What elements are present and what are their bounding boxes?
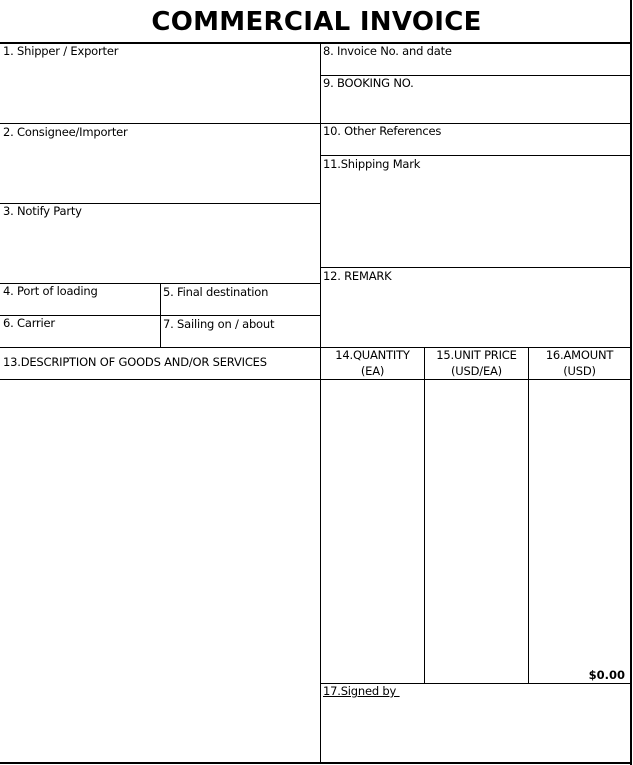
remark-label: 12. REMARK bbox=[323, 269, 392, 283]
other-references-label: 10. Other References bbox=[323, 124, 442, 138]
shipper-exporter-field[interactable] bbox=[0, 43, 320, 123]
sailing-on-about-label: 7. Sailing on / about bbox=[163, 317, 275, 331]
goods-table-header-unit-price bbox=[425, 348, 528, 379]
booking-no-field[interactable] bbox=[321, 76, 630, 123]
unit-price-header-label: 15.UNIT PRICE bbox=[436, 348, 517, 362]
carrier-label: 6. Carrier bbox=[3, 316, 55, 330]
invoice-no-date-field[interactable] bbox=[321, 43, 630, 75]
port-of-loading-label: 4. Port of loading bbox=[3, 284, 98, 298]
signed-by-field[interactable] bbox=[321, 684, 630, 762]
invoice-title: COMMERCIAL INVOICE bbox=[151, 7, 482, 37]
notify-party-field[interactable] bbox=[0, 204, 320, 283]
signed-by-label: 17.Signed by bbox=[323, 684, 400, 698]
unit-price-header-unit: (USD/EA) bbox=[451, 364, 502, 378]
shipping-mark-field[interactable] bbox=[321, 156, 630, 267]
description-header-label: 13.DESCRIPTION OF GOODS AND/OR SERVICES bbox=[3, 355, 267, 369]
amount-header-unit: (USD) bbox=[563, 364, 596, 378]
consignee-importer-label: 2. Consignee/Importer bbox=[3, 125, 128, 139]
quantity-header-label: 14.QUANTITY bbox=[335, 348, 410, 362]
invoice-no-date-label: 8. Invoice No. and date bbox=[323, 44, 452, 58]
goods-table-header-description bbox=[0, 348, 320, 379]
sailing-on-about-field[interactable] bbox=[161, 316, 320, 347]
goods-quantity-cell[interactable] bbox=[321, 380, 424, 683]
booking-no-label: 9. BOOKING NO. bbox=[323, 76, 414, 90]
notify-party-label: 3. Notify Party bbox=[3, 204, 82, 218]
goods-description-cell[interactable] bbox=[0, 380, 320, 763]
port-of-loading-field[interactable] bbox=[0, 284, 160, 315]
goods-unit-price-cell[interactable] bbox=[425, 380, 528, 683]
right-border bbox=[630, 0, 632, 765]
final-destination-label: 5. Final destination bbox=[163, 285, 269, 299]
goods-amount-cell[interactable] bbox=[529, 380, 630, 683]
goods-table-header-amount bbox=[529, 348, 630, 379]
remark-field[interactable] bbox=[321, 268, 630, 347]
final-destination-field[interactable] bbox=[161, 284, 320, 315]
shipping-mark-label: 11.Shipping Mark bbox=[323, 157, 421, 171]
carrier-field[interactable] bbox=[0, 316, 160, 347]
quantity-header-unit: (EA) bbox=[360, 364, 385, 378]
other-references-field[interactable] bbox=[321, 124, 630, 155]
total-amount: $0.00 bbox=[588, 668, 625, 682]
consignee-importer-field[interactable] bbox=[0, 124, 320, 203]
shipper-exporter-label: 1. Shipper / Exporter bbox=[3, 44, 119, 58]
goods-table-header-quantity bbox=[321, 348, 424, 379]
amount-header-label: 16.AMOUNT bbox=[545, 348, 614, 362]
